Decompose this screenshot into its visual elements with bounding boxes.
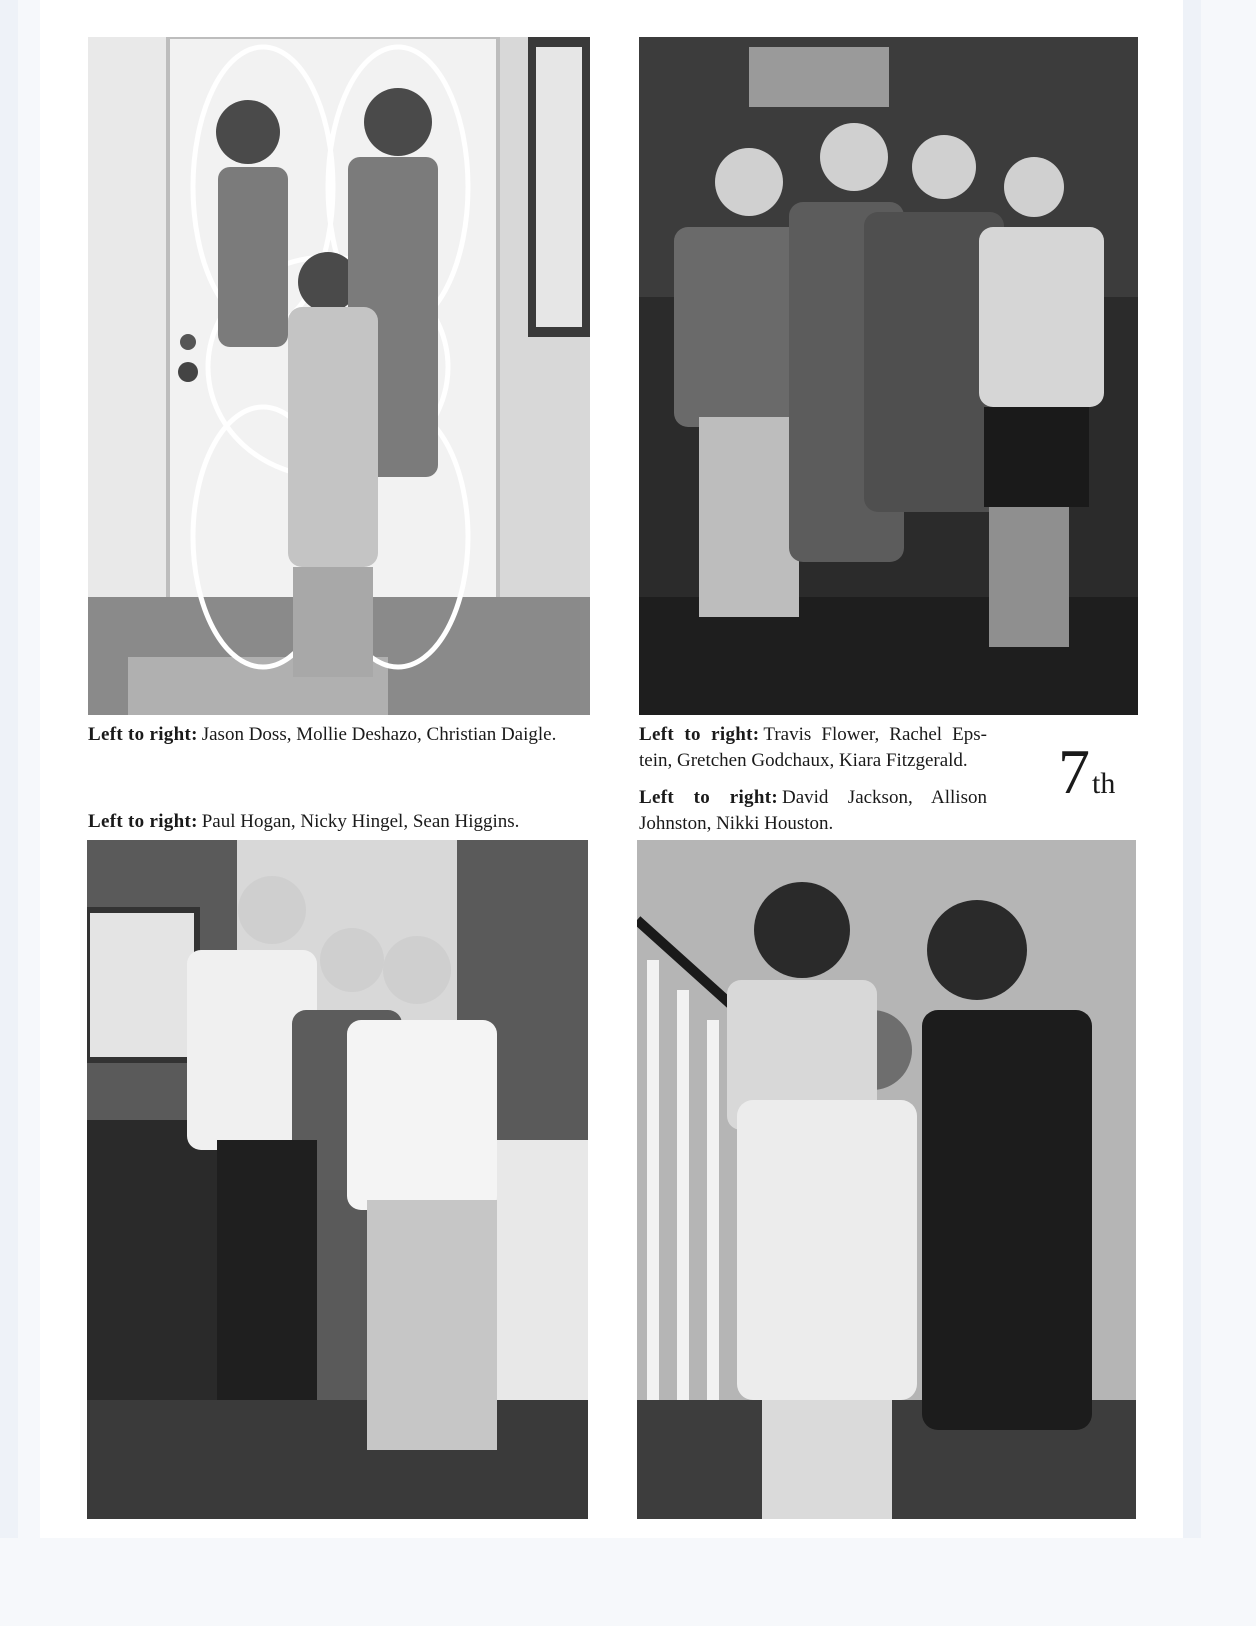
photo-bottom-left — [87, 840, 588, 1519]
photo-bottom-right — [637, 840, 1136, 1519]
photo-top-left — [88, 37, 590, 715]
caption-top-left — [88, 722, 590, 748]
caption-names: David Jackson, Allison Johnston, Nikki Houston. — [639, 787, 987, 834]
grade-number: 7 — [1058, 736, 1090, 807]
caption-lead: Left to right: — [88, 811, 198, 832]
caption-bottom-right — [639, 785, 987, 837]
grade-suffix: th — [1092, 767, 1116, 800]
photo-top-right — [639, 37, 1138, 715]
caption-names: Paul Hogan, Nicky Hingel, Sean Higgins. — [201, 811, 520, 832]
caption-names: Travis Flower, Rachel Eps- tein, Gretchen Godchaux, Kiara Fitzgerald. — [639, 724, 987, 771]
grade-label — [1058, 736, 1116, 807]
caption-lead: Left to right: — [639, 787, 778, 808]
caption-bottom-left — [88, 809, 590, 835]
caption-names: Jason Doss, Mollie Deshazo, Christian Daigle. — [201, 724, 557, 745]
page-left-margin — [0, 0, 18, 1538]
caption-lead: Left to right: — [88, 724, 198, 745]
caption-top-right — [639, 722, 987, 774]
caption-lead: Left to right: — [639, 724, 760, 745]
page-right-margin — [1183, 0, 1201, 1538]
